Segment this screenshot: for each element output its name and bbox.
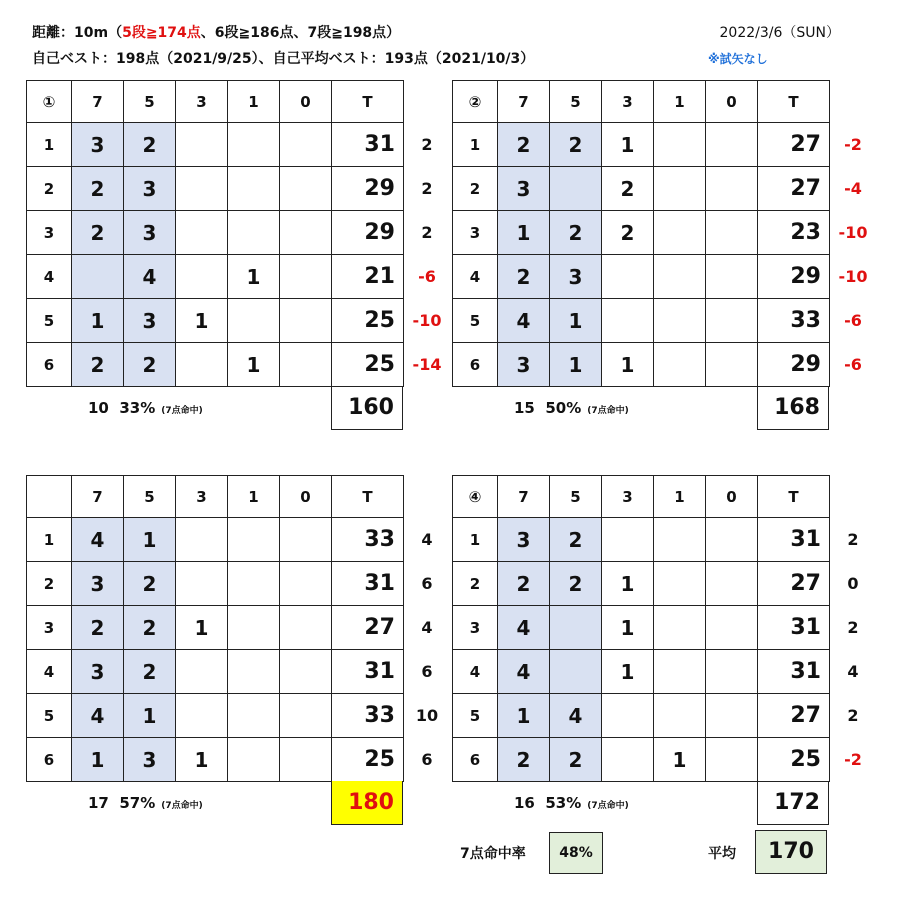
end-number: 2 xyxy=(453,167,498,211)
column-header: 7 xyxy=(498,476,550,518)
hit-count-cell: 2 xyxy=(550,562,602,606)
hit-count-cell xyxy=(654,606,706,650)
rank-thresholds: 、6段≧186点、7段≧198点） xyxy=(200,25,401,41)
end-number: 6 xyxy=(27,343,72,387)
end-row xyxy=(453,518,830,562)
hit-count-cell xyxy=(280,738,332,782)
end-row xyxy=(27,211,404,255)
personal-best-header: 自己ベスト：198点（2021/9/25）、自己平均ベスト：193点（2021/10/3） xyxy=(32,51,535,67)
seven-hit-summary xyxy=(514,399,629,417)
column-header: 1 xyxy=(228,81,280,123)
cumulative-diff: -6 xyxy=(418,267,436,286)
end-row xyxy=(453,343,830,387)
hit-count-cell: 2 xyxy=(550,211,602,255)
round-label xyxy=(27,476,72,518)
hit-count-cell xyxy=(280,694,332,738)
hit-count-cell xyxy=(176,518,228,562)
hit-count-cell: 1 xyxy=(602,606,654,650)
cumulative-diff: -14 xyxy=(412,355,442,374)
hit-count-cell xyxy=(228,167,280,211)
hit-count-cell: 2 xyxy=(550,518,602,562)
hit-count-cell xyxy=(706,650,758,694)
cumulative-diff: -2 xyxy=(844,750,862,769)
end-row xyxy=(27,299,404,343)
end-total: 25 xyxy=(332,738,404,782)
end-row xyxy=(27,562,404,606)
hit-count-cell: 2 xyxy=(602,211,654,255)
seven-hit-percent: 53% xyxy=(545,794,582,812)
seven-hit-count: 10 xyxy=(88,399,109,417)
hit-count-cell: 2 xyxy=(124,650,176,694)
cumulative-diff: -10 xyxy=(838,267,868,286)
column-header: 5 xyxy=(550,476,602,518)
seven-hit-percent: 33% xyxy=(119,399,156,417)
hit-count-cell: 2 xyxy=(72,606,124,650)
hit-count-cell xyxy=(706,299,758,343)
cumulative-diff: 2 xyxy=(847,618,859,637)
end-row xyxy=(453,211,830,255)
hit-count-cell xyxy=(654,211,706,255)
hit-count-cell: 1 xyxy=(72,299,124,343)
end-number: 3 xyxy=(453,211,498,255)
hit-count-cell: 3 xyxy=(498,518,550,562)
hit-count-cell: 4 xyxy=(498,299,550,343)
end-total: 27 xyxy=(758,167,830,211)
hit-count-cell xyxy=(280,123,332,167)
hit-count-cell xyxy=(228,650,280,694)
end-number: 5 xyxy=(453,299,498,343)
hit-count-cell xyxy=(602,299,654,343)
hit-count-cell: 2 xyxy=(498,562,550,606)
hit-count-cell: 1 xyxy=(602,650,654,694)
column-header: 7 xyxy=(72,476,124,518)
hit-count-cell xyxy=(176,343,228,387)
hit-count-cell: 3 xyxy=(72,123,124,167)
column-header: 0 xyxy=(706,476,758,518)
hit-count-cell: 2 xyxy=(124,562,176,606)
seven-hit-note: (7点命中) xyxy=(161,406,203,416)
column-header: 5 xyxy=(124,476,176,518)
end-number: 6 xyxy=(453,343,498,387)
hit-count-cell xyxy=(550,606,602,650)
cumulative-diff: -6 xyxy=(844,355,862,374)
hit-count-cell xyxy=(706,167,758,211)
cumulative-diff: -10 xyxy=(838,223,868,242)
end-total: 23 xyxy=(758,211,830,255)
end-number: 4 xyxy=(453,650,498,694)
hit-count-cell: 3 xyxy=(72,562,124,606)
end-total: 25 xyxy=(332,299,404,343)
hit-count-cell xyxy=(280,211,332,255)
round-label: ① xyxy=(27,81,72,123)
hit-count-cell: 1 xyxy=(124,694,176,738)
hit-count-cell: 2 xyxy=(72,343,124,387)
seven-hit-summary xyxy=(88,399,203,417)
column-header: 1 xyxy=(654,81,706,123)
end-number: 1 xyxy=(27,518,72,562)
end-row xyxy=(453,738,830,782)
hit-count-cell xyxy=(706,211,758,255)
column-header: 0 xyxy=(706,81,758,123)
hit-count-cell: 4 xyxy=(72,694,124,738)
hit-count-cell: 1 xyxy=(228,343,280,387)
round-4-table xyxy=(452,475,830,782)
cumulative-diff: 4 xyxy=(421,530,433,549)
hit-count-cell xyxy=(550,167,602,211)
seven-hit-summary xyxy=(88,794,203,812)
hit-count-cell xyxy=(602,738,654,782)
seven-hit-note: (7点命中) xyxy=(587,406,629,416)
hit-count-cell xyxy=(228,123,280,167)
hit-count-cell: 4 xyxy=(124,255,176,299)
hit-count-cell xyxy=(706,694,758,738)
hit-count-cell xyxy=(654,167,706,211)
end-row xyxy=(27,123,404,167)
round-label: ② xyxy=(453,81,498,123)
hit-count-cell xyxy=(654,343,706,387)
hit-count-cell: 4 xyxy=(72,518,124,562)
end-number: 4 xyxy=(27,255,72,299)
end-number: 5 xyxy=(27,299,72,343)
session-date: 2022/3/6（SUN） xyxy=(719,25,840,41)
end-total: 31 xyxy=(332,123,404,167)
hit-count-cell: 2 xyxy=(602,167,654,211)
end-total: 31 xyxy=(332,650,404,694)
round-label: ④ xyxy=(453,476,498,518)
column-header: T xyxy=(332,476,404,518)
end-total: 33 xyxy=(332,694,404,738)
distance-header xyxy=(32,22,400,42)
seven-hit-count: 16 xyxy=(514,794,535,812)
hit-count-cell: 1 xyxy=(176,606,228,650)
hit-count-cell xyxy=(228,211,280,255)
hit-count-cell xyxy=(706,738,758,782)
end-row xyxy=(453,255,830,299)
hit-rate-label: 7点命中率 xyxy=(460,846,526,862)
seven-hit-count: 15 xyxy=(514,399,535,417)
hit-count-cell xyxy=(602,518,654,562)
end-total: 25 xyxy=(332,343,404,387)
column-header: 7 xyxy=(72,81,124,123)
hit-count-cell: 1 xyxy=(654,738,706,782)
round-1-table xyxy=(26,80,404,387)
seven-hit-summary xyxy=(514,794,629,812)
round-3-table xyxy=(26,475,404,782)
hit-count-cell: 1 xyxy=(602,562,654,606)
round-total: 160 xyxy=(331,386,403,430)
hit-count-cell: 3 xyxy=(124,167,176,211)
end-row xyxy=(27,650,404,694)
cumulative-diff: -6 xyxy=(844,311,862,330)
cumulative-diff: -2 xyxy=(844,135,862,154)
end-total: 27 xyxy=(758,562,830,606)
column-header: T xyxy=(758,476,830,518)
end-row xyxy=(27,606,404,650)
cumulative-diff: 2 xyxy=(421,135,433,154)
hit-count-cell xyxy=(654,123,706,167)
cumulative-diff: 4 xyxy=(847,662,859,681)
seven-hit-note: (7点命中) xyxy=(587,801,629,811)
hit-count-cell xyxy=(280,255,332,299)
cumulative-diff: -10 xyxy=(412,311,442,330)
end-number: 5 xyxy=(27,694,72,738)
end-row xyxy=(27,694,404,738)
hit-count-cell xyxy=(228,694,280,738)
hit-count-cell xyxy=(176,211,228,255)
hit-count-cell xyxy=(706,562,758,606)
hit-count-cell xyxy=(280,606,332,650)
cumulative-diff: 10 xyxy=(415,706,439,725)
hit-count-cell: 3 xyxy=(124,211,176,255)
end-row xyxy=(27,255,404,299)
end-row xyxy=(453,606,830,650)
hit-count-cell: 2 xyxy=(498,255,550,299)
end-total: 27 xyxy=(758,123,830,167)
column-header: 3 xyxy=(176,476,228,518)
end-total: 27 xyxy=(332,606,404,650)
hit-count-cell xyxy=(72,255,124,299)
end-row xyxy=(27,738,404,782)
end-total: 29 xyxy=(758,343,830,387)
hit-count-cell: 2 xyxy=(498,123,550,167)
end-row xyxy=(27,343,404,387)
hit-count-cell: 1 xyxy=(124,518,176,562)
hit-count-cell: 1 xyxy=(228,255,280,299)
end-row xyxy=(27,518,404,562)
round-total: 168 xyxy=(757,386,829,430)
hit-count-cell xyxy=(280,167,332,211)
hit-count-cell: 3 xyxy=(124,738,176,782)
column-header: 5 xyxy=(124,81,176,123)
hit-count-cell: 1 xyxy=(498,211,550,255)
hit-count-cell xyxy=(654,518,706,562)
cumulative-diff: 2 xyxy=(847,530,859,549)
hit-count-cell xyxy=(706,255,758,299)
hit-count-cell xyxy=(176,167,228,211)
hit-count-cell xyxy=(176,694,228,738)
column-header: 3 xyxy=(602,476,654,518)
average-value: 170 xyxy=(755,830,827,874)
hit-count-cell: 4 xyxy=(550,694,602,738)
end-number: 3 xyxy=(453,606,498,650)
end-total: 31 xyxy=(758,606,830,650)
hit-count-cell: 2 xyxy=(124,606,176,650)
column-header: 1 xyxy=(654,476,706,518)
hit-count-cell xyxy=(550,650,602,694)
hit-count-cell xyxy=(654,255,706,299)
hit-count-cell: 4 xyxy=(498,650,550,694)
cumulative-diff: 2 xyxy=(847,706,859,725)
end-number: 2 xyxy=(453,562,498,606)
end-row xyxy=(453,694,830,738)
hit-count-cell xyxy=(228,606,280,650)
hit-count-cell xyxy=(228,562,280,606)
end-row xyxy=(453,123,830,167)
cumulative-diff: 0 xyxy=(847,574,859,593)
hit-count-cell: 3 xyxy=(498,343,550,387)
column-header: 3 xyxy=(602,81,654,123)
end-total: 27 xyxy=(758,694,830,738)
hit-count-cell xyxy=(176,123,228,167)
hit-count-cell xyxy=(228,738,280,782)
hit-count-cell xyxy=(654,299,706,343)
hit-count-cell xyxy=(176,650,228,694)
column-header: 1 xyxy=(228,476,280,518)
hit-count-cell xyxy=(706,343,758,387)
hit-count-cell xyxy=(602,694,654,738)
end-row xyxy=(453,167,830,211)
end-total: 31 xyxy=(758,650,830,694)
end-row xyxy=(453,650,830,694)
hit-count-cell xyxy=(280,650,332,694)
hit-count-cell xyxy=(654,562,706,606)
end-total: 31 xyxy=(758,518,830,562)
hit-count-cell: 1 xyxy=(602,343,654,387)
column-header: 0 xyxy=(280,81,332,123)
cumulative-diff: -4 xyxy=(844,179,862,198)
seven-hit-percent: 57% xyxy=(119,794,156,812)
hit-count-cell xyxy=(176,255,228,299)
seven-hit-note: (7点命中) xyxy=(161,801,203,811)
seven-hit-count: 17 xyxy=(88,794,109,812)
hit-count-cell: 1 xyxy=(176,738,228,782)
hit-count-cell: 2 xyxy=(72,211,124,255)
end-number: 5 xyxy=(453,694,498,738)
end-total: 29 xyxy=(332,211,404,255)
end-number: 2 xyxy=(27,562,72,606)
end-number: 4 xyxy=(453,255,498,299)
column-header: 3 xyxy=(176,81,228,123)
hit-count-cell: 2 xyxy=(124,343,176,387)
average-label: 平均 xyxy=(708,846,736,862)
column-header: 0 xyxy=(280,476,332,518)
hit-count-cell: 2 xyxy=(72,167,124,211)
hit-count-cell xyxy=(706,123,758,167)
hit-count-cell xyxy=(176,562,228,606)
hit-count-cell: 1 xyxy=(550,343,602,387)
hit-count-cell: 1 xyxy=(498,694,550,738)
cumulative-diff: 6 xyxy=(421,750,433,769)
column-header: T xyxy=(332,81,404,123)
rank5-threshold: 5段≧174点 xyxy=(122,25,201,41)
hit-count-cell: 1 xyxy=(72,738,124,782)
distance-label: 距離：10m（ xyxy=(32,25,123,41)
hit-count-cell: 1 xyxy=(602,123,654,167)
column-header: T xyxy=(758,81,830,123)
hit-count-cell: 4 xyxy=(498,606,550,650)
hit-count-cell xyxy=(280,518,332,562)
end-number: 3 xyxy=(27,211,72,255)
hit-rate-value: 48% xyxy=(549,832,603,874)
end-number: 4 xyxy=(27,650,72,694)
end-total: 21 xyxy=(332,255,404,299)
end-row xyxy=(453,562,830,606)
round-total: 180 xyxy=(331,781,403,825)
end-total: 29 xyxy=(758,255,830,299)
round-total: 172 xyxy=(757,781,829,825)
hit-count-cell: 3 xyxy=(124,299,176,343)
end-number: 1 xyxy=(453,518,498,562)
end-total: 33 xyxy=(332,518,404,562)
hit-count-cell: 3 xyxy=(498,167,550,211)
end-total: 33 xyxy=(758,299,830,343)
end-total: 31 xyxy=(332,562,404,606)
hit-count-cell xyxy=(280,562,332,606)
hit-count-cell: 1 xyxy=(550,299,602,343)
hit-count-cell xyxy=(228,299,280,343)
column-header: 5 xyxy=(550,81,602,123)
hit-count-cell xyxy=(280,299,332,343)
cumulative-diff: 6 xyxy=(421,662,433,681)
hit-count-cell xyxy=(654,694,706,738)
hit-count-cell: 2 xyxy=(498,738,550,782)
cumulative-diff: 2 xyxy=(421,179,433,198)
end-number: 3 xyxy=(27,606,72,650)
no-practice-note: ※試矢なし xyxy=(708,52,768,66)
hit-count-cell xyxy=(654,650,706,694)
seven-hit-percent: 50% xyxy=(545,399,582,417)
cumulative-diff: 6 xyxy=(421,574,433,593)
end-total: 25 xyxy=(758,738,830,782)
end-row xyxy=(453,299,830,343)
hit-count-cell: 2 xyxy=(550,123,602,167)
column-header: 7 xyxy=(498,81,550,123)
hit-count-cell xyxy=(706,606,758,650)
hit-count-cell: 2 xyxy=(550,738,602,782)
hit-count-cell: 3 xyxy=(72,650,124,694)
round-2-table xyxy=(452,80,830,387)
end-number: 1 xyxy=(453,123,498,167)
end-row xyxy=(27,167,404,211)
hit-count-cell xyxy=(706,518,758,562)
hit-count-cell xyxy=(602,255,654,299)
end-number: 6 xyxy=(453,738,498,782)
end-number: 2 xyxy=(27,167,72,211)
end-total: 29 xyxy=(332,167,404,211)
hit-count-cell: 3 xyxy=(550,255,602,299)
end-number: 6 xyxy=(27,738,72,782)
hit-count-cell xyxy=(280,343,332,387)
hit-count-cell xyxy=(228,518,280,562)
end-number: 1 xyxy=(27,123,72,167)
cumulative-diff: 4 xyxy=(421,618,433,637)
hit-count-cell: 2 xyxy=(124,123,176,167)
cumulative-diff: 2 xyxy=(421,223,433,242)
hit-count-cell: 1 xyxy=(176,299,228,343)
